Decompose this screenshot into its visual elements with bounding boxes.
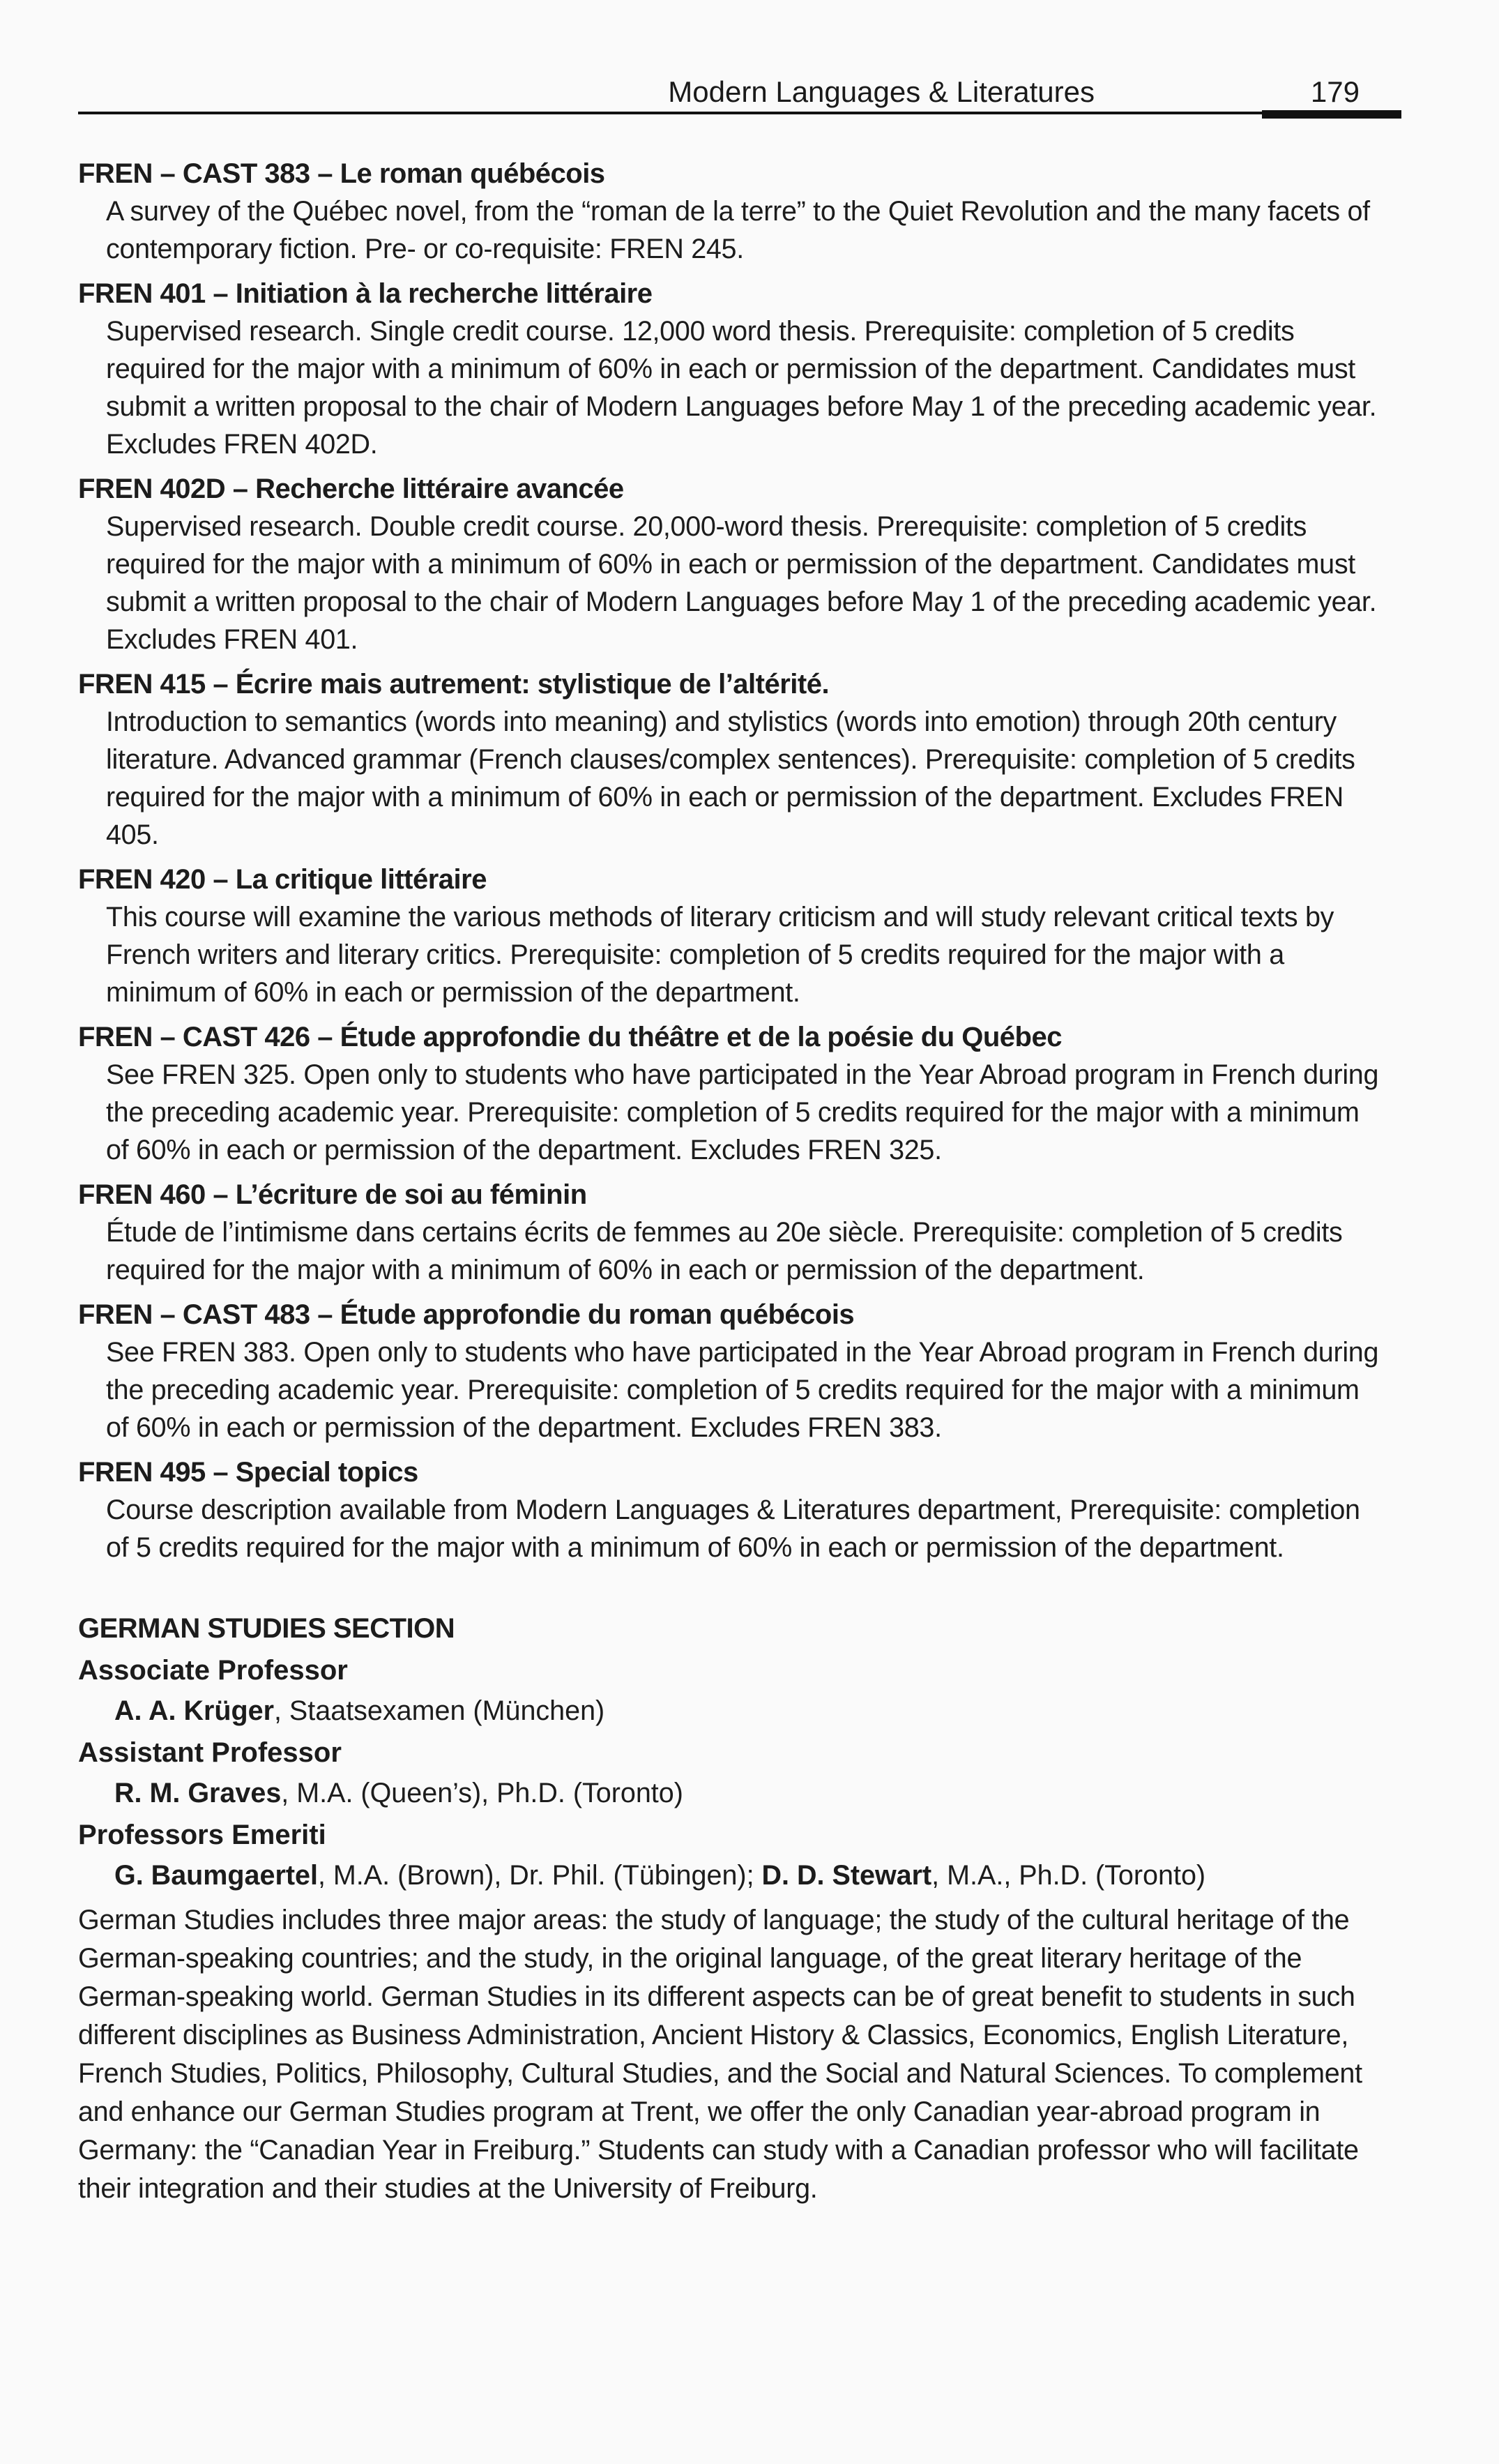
page-header bbox=[78, 70, 1401, 119]
faculty-credentials: , Staatsexamen (München) bbox=[273, 1695, 605, 1726]
course-description: See FREN 325. Open only to students who have participated in the Year Abroad program in French during the preceding academic year. Prerequisite: completion of 5 credits required for the major with a minimum of 60% in each or permission of the department. Excludes FREN 325. bbox=[106, 1059, 1379, 1165]
course-entry bbox=[78, 861, 1389, 1011]
course-entry bbox=[78, 275, 1389, 463]
course-entry bbox=[78, 155, 1389, 268]
header-rule bbox=[78, 112, 1401, 114]
faculty-name: D. D. Stewart bbox=[761, 1860, 932, 1891]
faculty-credentials: , M.A. (Queen’s), Ph.D. (Toronto) bbox=[281, 1778, 683, 1808]
faculty-name: G. Baumgaertel bbox=[114, 1860, 318, 1891]
course-entry bbox=[78, 1296, 1389, 1446]
course-description: Étude de l’intimisme dans certains écrits de femmes au 20e siècle. Prerequisite: completion of 5 credits required for the major with a minimum of 60% in each or permission of the department. bbox=[106, 1217, 1343, 1285]
faculty-credentials: , M.A., Ph.D. (Toronto) bbox=[931, 1860, 1206, 1891]
section-heading: GERMAN STUDIES SECTION bbox=[78, 1613, 455, 1644]
course-title: FREN 460 – L’écriture de soi au féminin bbox=[78, 1179, 587, 1210]
course-title: FREN – CAST 426 – Étude approfondie du théâtre et de la poésie du Québec bbox=[78, 1022, 1062, 1052]
course-title: FREN 420 – La critique littéraire bbox=[78, 864, 487, 895]
running-head-department: Modern Languages & Literatures bbox=[668, 75, 1095, 108]
course-description: Supervised research. Single credit course. 12,000 word thesis. Prerequisite: completion of 5 credits required for the major with a minimum of 60% in each or permission of the department. Candidates must submit a written proposal to the chair of Modern Languages before May 1 of the preceding academic year. Excludes FREN 402D. bbox=[106, 316, 1377, 460]
faculty-name: A. A. Krüger bbox=[114, 1695, 274, 1726]
faculty-rank: Associate Professor bbox=[78, 1655, 348, 1686]
course-title: FREN – CAST 383 – Le roman québécois bbox=[78, 158, 605, 189]
course-entry bbox=[78, 665, 1389, 854]
course-title: FREN 495 – Special topics bbox=[78, 1457, 418, 1488]
faculty-group-associate bbox=[78, 1650, 1389, 1731]
course-description: Supervised research. Double credit course. 20,000-word thesis. Prerequisite: completion of 5 credits required for the major with a minimum of 60% in each or permission of the department. Candidates must submit a written proposal to the chair of Modern Languages before May 1 of the preceding academic year. Excludes FREN 401. bbox=[106, 511, 1377, 655]
faculty-member bbox=[78, 1855, 1389, 1896]
course-title: FREN 415 – Écrire mais autrement: stylistique de l’altérité. bbox=[78, 669, 830, 700]
faculty-rank: Professors Emeriti bbox=[78, 1820, 326, 1850]
course-title: FREN – CAST 483 – Étude approfondie du roman québécois bbox=[78, 1299, 855, 1330]
course-entry bbox=[78, 470, 1389, 658]
faculty-member bbox=[78, 1691, 1389, 1731]
course-description: Course description available from Modern Languages & Literatures department, Prerequisite: completion of 5 credits required for the major with a minimum of 60% in each or permission of the department. bbox=[106, 1495, 1360, 1563]
course-description: Introduction to semantics (words into meaning) and stylistics (words into emotion) through 20th century literature. Advanced grammar (French clauses/complex sentences). Prerequisite: completion of 5 credits required for the major with a minimum of 60% in each or permission of the department. Excludes FREN 405. bbox=[106, 706, 1355, 850]
faculty-group-emeriti bbox=[78, 1815, 1389, 1896]
faculty-name: R. M. Graves bbox=[114, 1778, 282, 1808]
faculty-credentials: , M.A. (Brown), Dr. Phil. (Tübingen); bbox=[317, 1860, 762, 1891]
course-title: FREN 401 – Initiation à la recherche littéraire bbox=[78, 278, 653, 309]
header-rule-accent bbox=[1262, 110, 1401, 119]
course-entry bbox=[78, 1453, 1389, 1566]
course-description: This course will examine the various methods of literary criticism and will study relevant critical texts by French writers and literary critics. Prerequisite: completion of 5 credits required for the major with a minimum of 60% in each or permission of the department. bbox=[106, 902, 1334, 1008]
course-entry bbox=[78, 1018, 1389, 1169]
course-title: FREN 402D – Recherche littéraire avancée bbox=[78, 474, 624, 504]
faculty-member bbox=[78, 1773, 1389, 1813]
faculty-group-assistant bbox=[78, 1732, 1389, 1813]
german-studies-description: German Studies includes three major areas: the study of language; the study of the cultural heritage of the German-speaking countries; and the study, in the original language, of the great literary heritage of the German-speaking world. German Studies in its different aspects can be of great benefit to students in such different disciplines as Business Administration, Ancient History & Classics, Economics, English Literature, French Studies, Politics, Philosophy, Cultural Studies, and the Social and Natural Sciences. To complement and enhance our German Studies program at Trent, we offer the only Canadian year-abroad program in Germany: the “Canadian Year in Freiburg.” Students can study with a Canadian professor who will facilitate their integration and their studies at the University of Freiburg. bbox=[78, 1905, 1362, 2204]
course-description: See FREN 383. Open only to students who have participated in the Year Abroad program in French during the preceding academic year. Prerequisite: completion of 5 credits required for the major with a minimum of 60% in each or permission of the department. Excludes FREN 383. bbox=[106, 1337, 1379, 1443]
faculty-rank: Assistant Professor bbox=[78, 1737, 342, 1768]
course-description: A survey of the Québec novel, from the “roman de la terre” to the Quiet Revolution and the many facets of contemporary fiction. Pre- or co-requisite: FREN 245. bbox=[106, 196, 1370, 264]
page-number: 179 bbox=[1310, 75, 1360, 108]
page-content bbox=[78, 155, 1389, 2208]
course-entry bbox=[78, 1176, 1389, 1289]
